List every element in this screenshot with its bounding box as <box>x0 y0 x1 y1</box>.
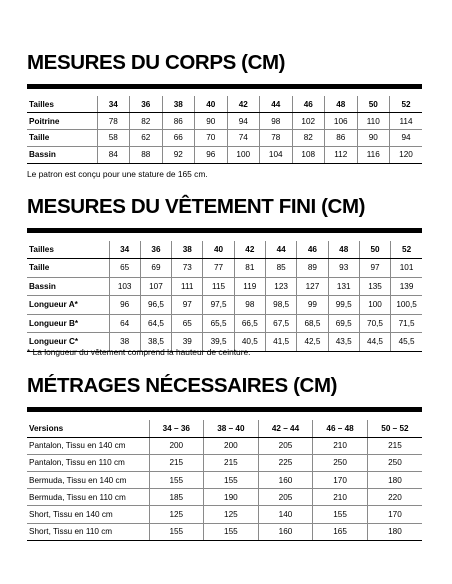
fabric-requirements-table-wrap <box>27 420 422 541</box>
table-row <box>27 489 422 506</box>
table-cell: 90 <box>357 130 390 147</box>
stature-note: Le patron est conçu pour une stature de 165 cm. <box>27 169 208 179</box>
table-cell: 155 <box>204 523 259 540</box>
table-cell: 155 <box>149 523 204 540</box>
row-label: Short, Tissu en 140 cm <box>27 506 149 523</box>
column-header: 34 <box>97 96 130 113</box>
table-cell: 77 <box>203 259 234 278</box>
table-header-row <box>27 96 422 113</box>
column-header: 52 <box>391 241 422 259</box>
table-cell: 66,5 <box>234 314 265 333</box>
table-cell: 45,5 <box>391 333 422 352</box>
finished-measurements-section <box>27 197 422 233</box>
title-rule <box>27 84 422 89</box>
table-cell: 65 <box>172 314 203 333</box>
table-row <box>27 113 422 130</box>
table-header-row <box>27 420 422 437</box>
table-cell: 64,5 <box>140 314 171 333</box>
length-note: * La longueur du vêtement comprend la hauteur de ceinture. <box>27 347 251 357</box>
table-cell: 160 <box>258 523 313 540</box>
column-header: 44 <box>260 96 293 113</box>
table-cell: 200 <box>149 437 204 454</box>
table-cell: 115 <box>203 277 234 296</box>
row-label: Taille <box>27 130 97 147</box>
table-cell: 84 <box>97 146 130 163</box>
table-cell: 250 <box>313 454 368 471</box>
table-cell: 160 <box>258 472 313 489</box>
table-cell: 170 <box>313 472 368 489</box>
row-label: Longueur B* <box>27 314 109 333</box>
table-cell: 108 <box>292 146 325 163</box>
row-label: Pantalon, Tissu en 110 cm <box>27 454 149 471</box>
table-row <box>27 146 422 163</box>
column-header: 38 <box>172 241 203 259</box>
table-cell: 74 <box>227 130 260 147</box>
column-header: 50 <box>359 241 390 259</box>
column-header: 46 – 48 <box>313 420 368 437</box>
table-cell: 114 <box>390 113 423 130</box>
table-cell: 205 <box>258 437 313 454</box>
table-cell: 125 <box>204 506 259 523</box>
row-label: Short, Tissu en 110 cm <box>27 523 149 540</box>
table-cell: 99 <box>297 296 328 315</box>
table-row <box>27 296 422 315</box>
table-cell: 210 <box>313 489 368 506</box>
table-cell: 180 <box>367 472 422 489</box>
table-cell: 94 <box>390 130 423 147</box>
column-header: Versions <box>27 420 149 437</box>
table-cell: 112 <box>325 146 358 163</box>
table-cell: 62 <box>130 130 163 147</box>
table-cell: 102 <box>292 113 325 130</box>
table-cell: 140 <box>258 506 313 523</box>
table-cell: 86 <box>325 130 358 147</box>
row-label: Taille <box>27 259 109 278</box>
table-cell: 97 <box>359 259 390 278</box>
table-cell: 131 <box>328 277 359 296</box>
table-cell: 250 <box>367 454 422 471</box>
table-cell: 97,5 <box>203 296 234 315</box>
table-cell: 38,5 <box>140 333 171 352</box>
table-cell: 65,5 <box>203 314 234 333</box>
table-cell: 101 <box>391 259 422 278</box>
table-cell: 220 <box>367 489 422 506</box>
column-header: 50 – 52 <box>367 420 422 437</box>
finished-measurements-title: MESURES DU VÊTEMENT FINI (CM) <box>27 195 366 218</box>
table-cell: 100 <box>227 146 260 163</box>
row-label: Bassin <box>27 146 97 163</box>
table-row <box>27 506 422 523</box>
table-cell: 185 <box>149 489 204 506</box>
row-label: Poitrine <box>27 113 97 130</box>
row-label: Bermuda, Tissu en 140 cm <box>27 472 149 489</box>
table-cell: 215 <box>367 437 422 454</box>
table-cell: 82 <box>292 130 325 147</box>
table-cell: 215 <box>204 454 259 471</box>
table-cell: 100,5 <box>391 296 422 315</box>
table-cell: 155 <box>149 472 204 489</box>
table-cell: 68,5 <box>297 314 328 333</box>
table-cell: 200 <box>204 437 259 454</box>
column-header: 40 <box>195 96 228 113</box>
body-measurements-title: MESURES DU CORPS (CM) <box>27 51 286 74</box>
table-cell: 155 <box>313 506 368 523</box>
fabric-requirements-title: MÉTRAGES NÉCESSAIRES (CM) <box>27 374 338 397</box>
table-cell: 73 <box>172 259 203 278</box>
table-cell: 190 <box>204 489 259 506</box>
body-measurements-section <box>27 53 422 89</box>
column-header: 34 – 36 <box>149 420 204 437</box>
table-cell: 40,5 <box>234 333 265 352</box>
column-header: 52 <box>390 96 423 113</box>
table-cell: 69,5 <box>328 314 359 333</box>
fabric-requirements-section <box>27 376 422 412</box>
table-cell: 38 <box>109 333 140 352</box>
table-cell: 215 <box>149 454 204 471</box>
table-cell: 225 <box>258 454 313 471</box>
table-cell: 78 <box>97 113 130 130</box>
row-label: Bassin <box>27 277 109 296</box>
table-cell: 67,5 <box>265 314 296 333</box>
table-row <box>27 437 422 454</box>
table-cell: 66 <box>162 130 195 147</box>
column-header: 36 <box>130 96 163 113</box>
table-cell: 71,5 <box>391 314 422 333</box>
table-cell: 78 <box>260 130 293 147</box>
table-cell: 81 <box>234 259 265 278</box>
table-cell: 180 <box>367 523 422 540</box>
row-label: Longueur A* <box>27 296 109 315</box>
table-cell: 88 <box>130 146 163 163</box>
table-row <box>27 454 422 471</box>
table-cell: 103 <box>109 277 140 296</box>
table-cell: 41,5 <box>265 333 296 352</box>
table-cell: 127 <box>297 277 328 296</box>
column-header: Tailles <box>27 96 97 113</box>
column-header: 48 <box>328 241 359 259</box>
table-cell: 43,5 <box>328 333 359 352</box>
table-row <box>27 277 422 296</box>
fabric-requirements-table <box>27 420 422 541</box>
table-cell: 98 <box>234 296 265 315</box>
column-header: 46 <box>292 96 325 113</box>
table-cell: 120 <box>390 146 423 163</box>
table-cell: 119 <box>234 277 265 296</box>
table-cell: 96 <box>195 146 228 163</box>
table-cell: 104 <box>260 146 293 163</box>
body-measurements-table <box>27 96 422 164</box>
column-header: 42 <box>227 96 260 113</box>
body-measurements-table-wrap <box>27 96 422 164</box>
table-cell: 65 <box>109 259 140 278</box>
column-header: 34 <box>109 241 140 259</box>
table-cell: 64 <box>109 314 140 333</box>
column-header: 42 – 44 <box>258 420 313 437</box>
column-header: 42 <box>234 241 265 259</box>
table-cell: 165 <box>313 523 368 540</box>
column-header: 44 <box>265 241 296 259</box>
table-cell: 99,5 <box>328 296 359 315</box>
column-header: 48 <box>325 96 358 113</box>
table-cell: 58 <box>97 130 130 147</box>
column-header: 38 <box>162 96 195 113</box>
table-row <box>27 314 422 333</box>
table-cell: 92 <box>162 146 195 163</box>
row-label: Bermuda, Tissu en 110 cm <box>27 489 149 506</box>
table-cell: 85 <box>265 259 296 278</box>
table-cell: 90 <box>195 113 228 130</box>
table-cell: 139 <box>391 277 422 296</box>
table-cell: 170 <box>367 506 422 523</box>
row-label: Longueur C* <box>27 333 109 352</box>
table-cell: 96 <box>109 296 140 315</box>
table-cell: 98,5 <box>265 296 296 315</box>
table-cell: 116 <box>357 146 390 163</box>
column-header: 36 <box>140 241 171 259</box>
row-label: Pantalon, Tissu en 140 cm <box>27 437 149 454</box>
table-cell: 93 <box>328 259 359 278</box>
table-cell: 210 <box>313 437 368 454</box>
table-row <box>27 259 422 278</box>
table-row <box>27 472 422 489</box>
column-header: 50 <box>357 96 390 113</box>
table-cell: 86 <box>162 113 195 130</box>
table-cell: 98 <box>260 113 293 130</box>
table-cell: 135 <box>359 277 390 296</box>
table-cell: 44,5 <box>359 333 390 352</box>
table-cell: 97 <box>172 296 203 315</box>
table-header-row <box>27 241 422 259</box>
table-cell: 111 <box>172 277 203 296</box>
column-header: 46 <box>297 241 328 259</box>
column-header: 40 <box>203 241 234 259</box>
table-cell: 70,5 <box>359 314 390 333</box>
table-cell: 110 <box>357 113 390 130</box>
column-header: 38 – 40 <box>204 420 259 437</box>
table-cell: 125 <box>149 506 204 523</box>
table-cell: 69 <box>140 259 171 278</box>
finished-measurements-table <box>27 241 422 352</box>
table-cell: 96,5 <box>140 296 171 315</box>
table-row <box>27 523 422 540</box>
table-cell: 155 <box>204 472 259 489</box>
table-cell: 39,5 <box>203 333 234 352</box>
table-cell: 107 <box>140 277 171 296</box>
table-cell: 70 <box>195 130 228 147</box>
table-cell: 123 <box>265 277 296 296</box>
column-header: Tailles <box>27 241 109 259</box>
table-cell: 82 <box>130 113 163 130</box>
table-cell: 94 <box>227 113 260 130</box>
title-rule <box>27 407 422 412</box>
finished-measurements-table-wrap <box>27 241 422 352</box>
table-cell: 42,5 <box>297 333 328 352</box>
title-rule <box>27 228 422 233</box>
table-cell: 205 <box>258 489 313 506</box>
table-cell: 100 <box>359 296 390 315</box>
table-cell: 106 <box>325 113 358 130</box>
table-cell: 39 <box>172 333 203 352</box>
table-row <box>27 130 422 147</box>
table-cell: 89 <box>297 259 328 278</box>
